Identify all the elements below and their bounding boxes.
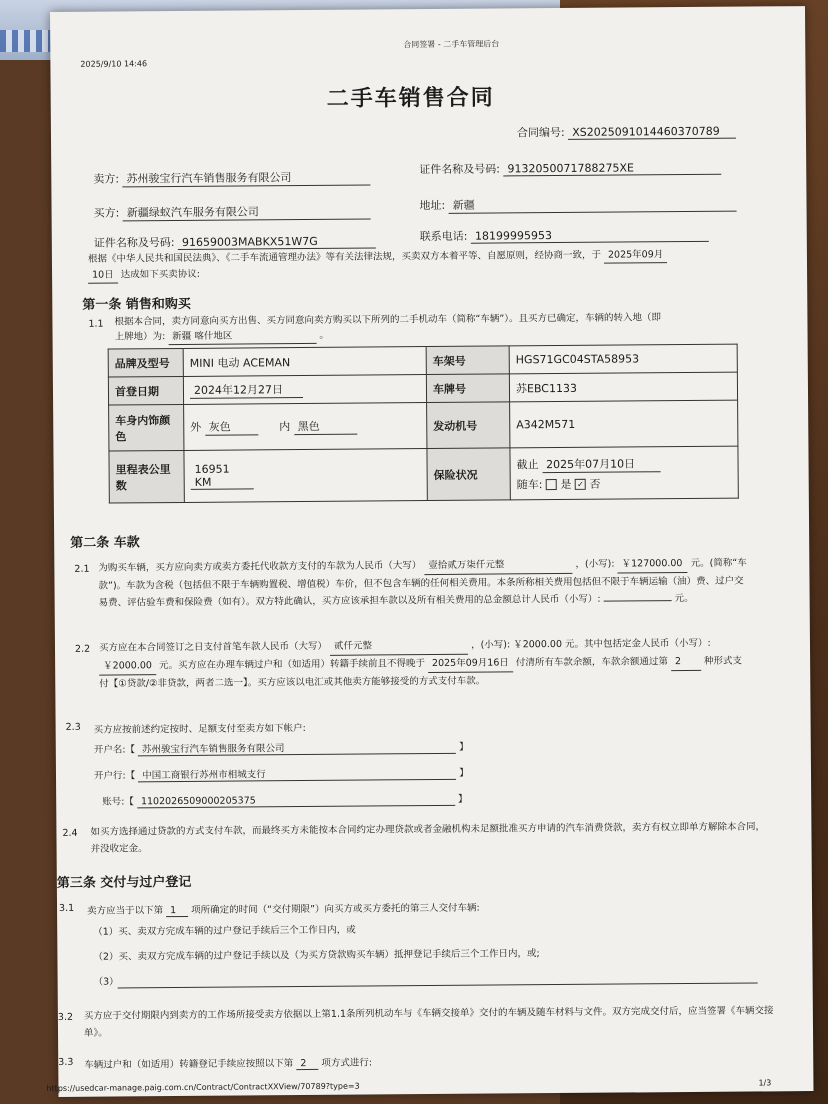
price-uppercase: 壹拾贰万柒仟元整: [424, 556, 572, 575]
address-label: 地址:: [419, 198, 446, 213]
brand-value: MINI 电动 ACEMAN: [183, 347, 426, 377]
seller-id-row: [419, 159, 721, 177]
follow-docs-row: [517, 474, 732, 492]
first-payment-lowercase: ，(小写): ￥2000.00: [471, 638, 563, 651]
buyer-label: 买方:: [93, 206, 120, 220]
buyer-row: [94, 202, 371, 221]
interior-label: 内: [279, 420, 291, 434]
delivery-option-selected: 1: [166, 905, 188, 917]
contract-no: XS2025091014460370789: [568, 125, 736, 140]
phone-label: 联系电话:: [419, 229, 468, 244]
clause-2-1: [98, 555, 748, 612]
seller-name: 苏州骏宝行汽车销售服务有限公司: [122, 168, 370, 187]
clause-2-2-text-c: 元。其中包括定金人民币（小写）:: [564, 637, 711, 650]
transfer-option-selected: 2: [296, 1058, 318, 1070]
phone-row: [420, 226, 709, 244]
seller-label: 卖方:: [93, 172, 120, 186]
checkbox-no[interactable]: ✓: [575, 479, 586, 490]
insurance-label: 保险状况: [427, 448, 510, 501]
account-name-row: [94, 739, 469, 757]
clause-3-1-text-b: 项所确定的时间（“交付期限”）向买方或买方委托的第三人交付车辆:: [191, 902, 480, 916]
article-2-title: 第二条 车款: [70, 535, 140, 551]
exterior-label: 外: [190, 420, 202, 434]
footer-url: https://usedcar-manage.paig.com.cn/Contract/ContractXXView/70789?type=3: [46, 1081, 360, 1094]
seller-id-label: 证件名称及号码:: [419, 162, 501, 177]
insurance-cell: [510, 446, 738, 500]
clause-2-4: 如买方选择通过贷款的方式支付车款，而最终买方未能按本合同约定办理贷款或者金融机构未足额批准买方申请的汽车消费贷款，卖方有权立即单方解除本合同，并没收定金。: [90, 821, 765, 855]
interior-color: 黑色: [294, 418, 357, 435]
clause-2-2-no: 2.2: [74, 643, 91, 655]
account-no-label: 账号:【: [102, 796, 134, 808]
clause-2-1-text-b: ，(小写):: [575, 558, 615, 570]
color-cell: [184, 403, 427, 451]
deposit-amount: ￥2000.00: [99, 657, 156, 675]
insurance-until: 2025年07月10日: [542, 455, 660, 473]
plate-label: 车牌号: [426, 374, 509, 403]
account-bank: 中国工商银行苏州市相城支行: [138, 765, 456, 782]
clause-3-3-text-a: 车辆过户和（如适用）转籍登记手续应按照以下第: [84, 1058, 294, 1071]
intro-day: 10日: [88, 267, 118, 283]
reg-date-cell: [183, 375, 426, 405]
clause-2-2-text-a: 买方应在本合同签订之日支付首笔车款人民币（大写）: [98, 640, 328, 654]
bracket-close-1: 】: [459, 741, 469, 753]
delivery-option-3-blank: [118, 982, 758, 988]
contract-title: 二手车销售合同: [326, 85, 495, 112]
registration-place: 新疆 喀什地区: [168, 328, 316, 345]
clause-3-2: 买方应于交付期限内到卖方的工作场所接受卖方依据以上第1.1条所列机动车与《车辆交接单》交付的车辆及随车材料与文件。双方完成交付后，应当签署《车辆交接单》。: [83, 1005, 774, 1039]
clause-2-1-no: 2.1: [74, 563, 90, 575]
engine-label: 发动机号: [427, 402, 510, 449]
article-3-title: 第三条 交付与过户登记: [56, 874, 192, 891]
follow-label: 随车:: [516, 477, 543, 491]
clause-3-3: [84, 1055, 372, 1072]
contract-page: [46, 6, 813, 1097]
plate-value: 苏EBC1133: [509, 372, 737, 402]
intro-tail: 达成如下买卖协议:: [120, 268, 200, 281]
account-name: 苏州骏宝行汽车销售服务有限公司: [138, 739, 456, 756]
color-label: 车身内饰颜色: [109, 404, 184, 451]
intro-date: 2025年09月: [604, 247, 667, 263]
clause-3-3-no: 3.3: [58, 1056, 74, 1068]
article-1-title: 第一条 销售和购买: [82, 296, 191, 313]
bracket-close-3: 】: [457, 793, 468, 805]
reg-date-label: 首登日期: [108, 376, 183, 405]
clause-2-2-text-d: 元。买方应在办理车辆过户和（如适用）转籍手续前且不得晚于: [158, 658, 426, 672]
clause-3-3-text-b: 项方式进行:: [321, 1057, 373, 1069]
insurance-until-row: [517, 454, 732, 473]
clause-2-3-text: 买方应按前述约定按时、足额支付至卖方如下帐户:: [93, 723, 306, 736]
account-no: 1102026509000205375: [137, 794, 455, 808]
delivery-option-3: （3）: [93, 976, 119, 988]
insurance-until-label: 截止: [516, 457, 539, 471]
clause-1-1: [114, 309, 754, 345]
clause-3-1-head: [87, 900, 480, 918]
vin-label: 车架号: [426, 346, 509, 375]
brand-label: 品牌及型号: [108, 348, 183, 377]
clause-2-1-text-a: 为购买车辆，买方应向卖方或卖方委托代收款方支付的车款为人民币（大写）: [98, 560, 422, 574]
mileage-label: 里程表公里数: [109, 450, 184, 503]
buyer-id: 91659003MABKX51W7G: [178, 234, 376, 250]
delivery-option-1: （1）买、卖双方完成车辆的过户登记手续后三个工作日内，或: [93, 924, 356, 938]
clause-2-4-no: 2.4: [62, 827, 78, 839]
clause-3-2-no: 3.2: [57, 1011, 74, 1023]
clause-1-1-text-b: 上牌地）为:: [114, 331, 166, 343]
print-header-title: 合同签署 - 二手车管理后台: [403, 39, 500, 50]
intro-text: 根据《中华人民共和国民法典》、《二手车流通管理办法》等有关法律法规，买卖双方本着平等、自愿原则，经协商一致，于: [87, 249, 601, 265]
vin-value: HGS71GC04STA58953: [509, 344, 737, 374]
account-bank-label: 开户行:【: [93, 770, 136, 782]
balance-due-date: 2025年09月16日: [428, 654, 513, 673]
mileage-value: 16951 KM: [191, 462, 254, 489]
exterior-color: 灰色: [205, 418, 258, 435]
print-timestamp: 2025/9/10 14:46: [80, 59, 148, 69]
buyer-id-label: 证件名称及号码:: [93, 236, 175, 250]
buyer-id-row: [94, 232, 376, 250]
account-no-row: [102, 791, 467, 809]
vehicle-table: [108, 344, 739, 504]
address-row: [419, 195, 736, 214]
reg-date-value: 2024年12月27日: [190, 381, 303, 399]
clause-1-1-text: 根据本合同，卖方同意向买方出售、买方同意向卖方购买以下所列的二手机动车（简称“车辆”）。且买方已确定，车辆的转入地（即: [114, 312, 662, 328]
clause-1-1-no: 1.1: [88, 318, 104, 330]
contract-no-row: [517, 123, 736, 141]
account-bank-row: [94, 765, 469, 783]
seller-id: 9132050071788275XE: [503, 161, 721, 177]
intro-paragraph: [88, 246, 753, 283]
clause-3-1-no: 3.1: [58, 902, 75, 914]
delivery-option-2: （2）买、卖双方完成车辆的过户登记手续以及（为买方贷款购买车辆）抵押登记手续后三个工作日内，或;: [93, 948, 540, 963]
clause-2-2-text-f: 种形式支付【①贷款/②非贷款，两者二选一】。买方应该以电汇或其他卖方能够接受的方式支付车款。: [99, 655, 743, 690]
mileage-cell: [184, 449, 427, 503]
buyer-name: 新疆绿蚁汽车服务有限公司: [123, 202, 371, 221]
clause-2-1-text-c: 元。(简称“车款”)。车款为含税（包括但不限于车辆购置税、增值税）车价，但不包含车辆的任何相关费用。本条所称相关费用包括但不限于车辆运输（油）费、过户交易费、评估验车费和保险费（如有）。双方特此确认，买方应该承担车款以及所有相关费用的总金额总计人民币（小写）:: [98, 557, 747, 609]
clause-3-1-text-a: 卖方应当于以下第: [87, 905, 164, 917]
account-name-label: 开户名:【: [93, 744, 136, 756]
clause-2-2: [99, 635, 749, 693]
phone: 18199995953: [471, 228, 709, 244]
bracket-close-2: 】: [459, 767, 469, 779]
engine-value: A342M571: [510, 400, 738, 448]
price-lowercase: ￥127000.00: [618, 555, 688, 574]
clause-2-3-no: 2.3: [65, 721, 81, 733]
checkbox-yes[interactable]: [546, 479, 557, 490]
total-amount-blank: [604, 600, 672, 602]
seller-row: [93, 168, 370, 187]
contract-no-label: 合同编号:: [516, 125, 565, 140]
checkbox-yes-label: 是: [560, 477, 572, 491]
clause-1-1-end: 。: [319, 329, 329, 341]
first-payment-uppercase: 贰仟元整: [330, 637, 468, 656]
clause-2-1-text-d: 元。: [674, 592, 694, 605]
footer-page-number: 1/3: [758, 1078, 772, 1088]
payment-method: 2: [671, 653, 701, 671]
clause-2-2-text-e: 付清所有车款余额，车款余额通过第: [515, 656, 668, 669]
address: 新疆: [449, 195, 737, 214]
checkbox-no-label: 否: [589, 477, 601, 491]
